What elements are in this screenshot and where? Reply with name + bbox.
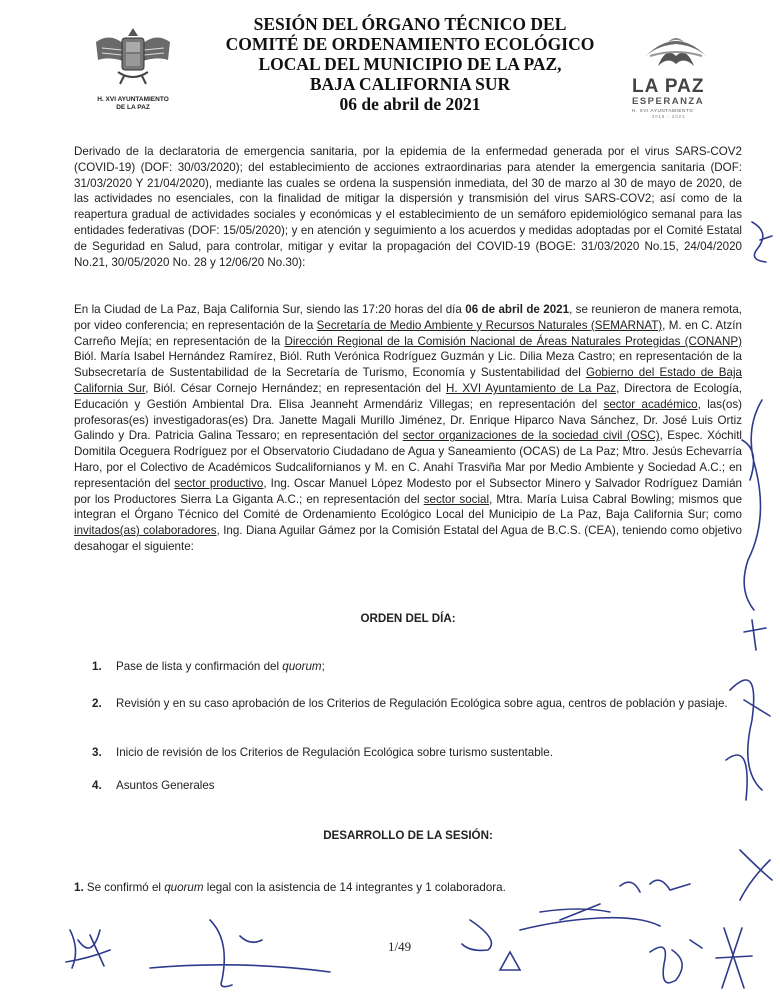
text-run: , las(os) profesoras(es) investigadoras(es) Dra. Janette Magali Murillo Jiménez, Dr. Enrique Hiparco Nava Sánchez, Dr. José Luis Ortiz Galindo y Dra. Patricia Galina Tessaro; en representación del — [74, 397, 742, 443]
agenda-item-number: 3. — [92, 746, 102, 759]
text-run: , Espec. Xóchitl Domitila Oceguera Rodríguez por el Observatorio Ciudadano de Agua y Saneamiento (OCAS) de La Paz; Mtro. Jesús Echevarría Haro, por el Colectivo de Académicos Sudcalifornianos y M. en C. Anahí Trasviña Mar por Medio Ambiente y Sociedad A.C.; en representación del — [74, 429, 742, 490]
text-run: , M. en C. Atzín Carreño Mejía; en representación de la — [74, 318, 742, 348]
point-number: 1. — [74, 881, 84, 894]
page-number: 1/49 — [388, 939, 412, 954]
orden-del-dia-heading: ORDEN DEL DÍA: — [360, 612, 456, 625]
municipal-crest-icon — [88, 22, 178, 86]
agenda-item-number: 2. — [92, 697, 102, 710]
logo-subtitle: ESPERANZA — [632, 96, 705, 107]
logo-subtitle-small: H. XVI AYUNTAMIENTO — [632, 108, 694, 113]
agenda-item-number: 1. — [92, 660, 102, 673]
agenda-item-text: Asuntos Generales — [116, 779, 215, 792]
development-point-1 — [74, 880, 674, 896]
text-run: , Biól. César Cornejo Hernández; en representación del — [145, 381, 446, 395]
text-run: ; — [321, 660, 325, 673]
title-line: BAJA CALIFORNIA SUR — [309, 74, 511, 94]
institution-gobierno-bcs: Gobierno del Estado de Baja California Sur — [74, 366, 742, 395]
agenda-item-number: 4. — [92, 779, 102, 792]
sector-social: sector social — [423, 492, 490, 506]
title-line: COMITÉ DE ORDENAMIENTO ECOLÓGICO — [225, 34, 595, 54]
desarrollo-heading: DESARROLLO DE LA SESIÓN: — [323, 829, 493, 842]
text-run: , Ing. Oscar Manuel López Modesto por el Subsector Minero y Salvador Rodríguez Damián por los Productores Sierra La Giganta A.C.; en representación del — [74, 476, 742, 506]
title-date: 06 de abril de 2021 — [339, 94, 481, 114]
crest-caption-line: H. XVI AYUNTAMIENTO — [97, 96, 169, 103]
agenda-item-text — [116, 659, 734, 675]
document-title — [200, 14, 620, 114]
logo-name: LA PAZ — [632, 76, 705, 97]
title-line: SESIÓN DEL ÓRGANO TÉCNICO DEL — [253, 14, 567, 34]
title-line: LOCAL DEL MUNICIPIO DE LA PAZ, — [258, 54, 562, 74]
text-run: , Directora de Ecología, Educación y Gestión Ambiental Dra. Elisa Jeanneht Armendáriz Villegas; en representación del — [74, 381, 743, 411]
sector-academico: sector académico — [603, 397, 698, 411]
institution-semarnat: Secretaría de Medio Ambiente y Recursos Naturales (SEMARNAT) — [316, 318, 663, 332]
agenda-item-text: Revisión y en su caso aprobación de los Criterios de Regulación Ecológica sobre agua, centros de población y pasiaje. — [116, 697, 728, 710]
text-run-italic: quorum — [282, 660, 322, 673]
text-run: legal con la asistencia de 14 integrantes y 1 colaboradora. — [203, 881, 506, 894]
agenda-item-text: Inicio de revisión de los Criterios de Regulación Ecológica sobre turismo sustentable. — [116, 746, 553, 759]
text-run: Se confirmó el — [83, 881, 165, 894]
session-date: 06 de abril de 2021 — [465, 303, 570, 316]
attendance-paragraph — [74, 302, 742, 555]
sector-productivo: sector productivo — [174, 476, 264, 490]
sector-osc: sector organizaciones de la sociedad civil (OSC) — [402, 429, 660, 443]
institution-conanp: Dirección Regional de la Comisión Nacional de Áreas Naturales Protegidas (CONANP) — [284, 334, 742, 348]
crest-caption-line: DE LA PAZ — [116, 104, 150, 111]
logo-years: 2018 - 2021 — [652, 114, 686, 119]
text-run: , se reunieron de manera remota, por video conferencia; en representación de la — [74, 303, 742, 332]
crest-caption — [70, 96, 196, 112]
text-run: Biól. María Isabel Hernández Ramírez, Biól. Ruth Verónica Rodríguez Guzmán y Lic. Dilia Meza Castro; en representación de la Subsecretaría de Sustentabilidad de la Secretaría de Turismo, Economía y Sustentabilidad del — [74, 350, 742, 380]
institution-ayuntamiento: H. XVI Ayuntamiento de La Paz — [445, 381, 617, 395]
intro-paragraph: Derivado de la declaratoria de emergencia sanitaria, por la epidemia de la enfermedad generada por el virus SARS-COV2 (COVID-19) (DOF: 30/03/2020); del establecimiento de acciones extraordinarias para atender la emergencia sanitaria (DOF: 31/03/2020 Y 21/04/2020), mediante las cuales se ordena la suspensión inmediata, del 30 de marzo al 30 de mayo de 2020, de las actividades no esenciales, con la finalidad de mitigar la dispersión y transmisión del virus SARS-COV2; así como de la reapertura gradual de actividades sociales y económicas y el establecimiento de un semáforo epidemiológico semanal para las entidades federativas (DOF: 15/05/2020); y en atención y seguimiento a los acuerdos y medidas adoptadas por el Comité Estatal de Seguridad en Salud, para controlar, mitigar y evitar la propagación del COVID-19 (BOGE: 31/03/2020 No.15, 24/04/2020 No.21, 30/05/2020 No. 28 y 12/06/20 No.30): — [74, 145, 742, 269]
invitados-colaboradores: invitados(as) colaboradores — [74, 524, 217, 538]
text-run: En la Ciudad de La Paz, Baja California Sur, siendo las 17:20 horas del día — [74, 303, 466, 316]
text-run: , Mtra. María Luisa Cabral Bowling; mismos que integran el Órgano Técnico del Comité de Ordenamiento Ecológico Local del Municipio de La Paz, Baja California Sur; como — [74, 492, 743, 522]
text-run-italic: quorum — [164, 881, 204, 894]
text-run: Pase de lista y confirmación del — [116, 660, 283, 673]
text-run: , Ing. Diana Aguilar Gámez por la Comisión Estatal del Agua de B.C.S. (CEA), teniendo como objetivo desahogar el siguiente: — [74, 524, 742, 553]
